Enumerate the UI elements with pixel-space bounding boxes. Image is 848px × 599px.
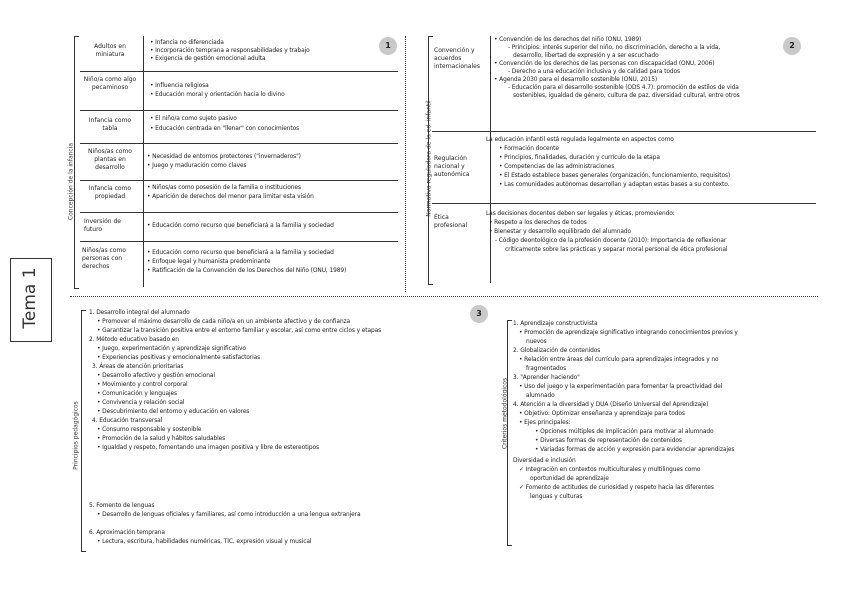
- section-badge-3: 3: [470, 305, 488, 323]
- s1-row-item: • Educación como recurso que beneficiará a la familia y sociedad: [147, 223, 334, 229]
- s3-item: 5. Fomento de lenguas: [89, 503, 155, 509]
- s1-row-separator: [80, 212, 398, 213]
- s3-item: • Descubrimiento del entorno y educación en valores: [97, 409, 250, 415]
- s2-row-item: - Derecho a una educación inclusiva y de calidad para todos: [508, 69, 680, 75]
- s2-row-item: críticamente sobre las prácticas y separar moral personal de ética profesional: [505, 247, 728, 253]
- s3-item: • Promover el máximo desarrollo de cada niño/a en un ambiente afectivo y de confianza: [97, 319, 351, 325]
- s1-row-separator: [80, 110, 398, 111]
- s1-row-separator: [80, 71, 398, 72]
- s2-row-item: • Competencias de las administraciones: [499, 164, 615, 170]
- s3-item: • Desarrollo afectivo y gestión emocional: [97, 373, 215, 379]
- s3-item: • Igualdad y respeto, fomentando una imagen positiva y libre de estereotipos: [97, 445, 319, 451]
- s4-item: 1. Aprendizaje constructivista: [513, 321, 598, 327]
- s1-row-item: • Educación centrada en "llenar" con conocimientos: [150, 126, 300, 132]
- s4-item: • Diversas formas de representación de contenidos: [535, 438, 682, 444]
- s1-row-item: • Exigencia de gestión emocional adulta: [150, 56, 266, 62]
- s1-row-item: • Aparición de derechos del menor para limitar esta visión: [147, 194, 314, 200]
- s2-row-item: - Educación para el desarrollo sostenible (ODS 4.7): promoción de estilos de vida: [508, 85, 739, 91]
- divider-vertical-top: [405, 36, 406, 292]
- s2-row-item: • Las comunidades autónomas desarrollan y adaptan estas bases a su contexto.: [499, 182, 730, 188]
- s4-item: • Variadas formas de acción y expresión para evidenciar aprendizajes: [535, 447, 735, 453]
- s3-item: • Juego, experimentación y aprendizaje significativo: [97, 346, 246, 352]
- section-badge-1: 1: [379, 37, 397, 55]
- section-4-label: Criterios metodológicos: [501, 377, 509, 450]
- s3-item: • Comunicación y lenguajes: [97, 391, 178, 397]
- s2-row-separator: [432, 131, 816, 132]
- s4-item: • Promoción de aprendizaje significativo integrando conocimientos previos y: [519, 330, 738, 336]
- s1-row-label: Infancia como propiedad: [88, 185, 132, 200]
- s1-row-label: Niño/a como algo pecaminoso: [83, 76, 137, 91]
- s4-item: 4. Atención a la diversidad y DUA (Diseño Universal del Aprendizaje): [513, 402, 709, 408]
- s4-item: • Relación entre áreas del currículo para aprendizajes integrados y no: [519, 357, 719, 363]
- s4-item: • Ejes principales:: [519, 420, 571, 426]
- s1-row-item: • Enfoque legal y humanista predominante: [147, 259, 271, 265]
- s4-item: • Objetivo: Optimizar enseñanza y aprendizaje para todos: [519, 411, 685, 417]
- s1-row-item: • Educación moral y orientación hacia lo divino: [150, 92, 285, 98]
- s3-item: • Garantizar la transición positiva entre el entorno familiar y escolar, así como entre ciclos y etapas: [97, 328, 382, 334]
- s3-item: 2. Método educativo basado en: [89, 337, 179, 343]
- s1-row-label: Niños/as como personas con derechos: [82, 247, 126, 270]
- s1-row-separator: [80, 241, 398, 242]
- s4-item: fragmentados: [526, 366, 567, 372]
- s2-row-item: desarrollo, libertad de expresión y a ser escuchado: [513, 53, 659, 59]
- s4-item: nuevos: [526, 339, 547, 345]
- s4-item: • Opciones múltiples de implicación para motivar al alumnado: [535, 429, 714, 435]
- s1-row-item: • Necesidad de entornos protectores ("invernaderos"): [147, 154, 301, 160]
- s1-row-label: Infancia como tabla: [88, 117, 132, 132]
- s2-row-label: Ética profesional: [434, 214, 468, 229]
- s3-item: • Experiencias positivas y emocionalmente satisfactorias: [97, 355, 261, 361]
- s1-row-item: • Niños/as como posesión de la familia o instituciones: [147, 185, 301, 191]
- s4-item: Diversidad e inclusión: [513, 458, 576, 464]
- s1-row-label: Inversión de futuro: [84, 218, 121, 233]
- s1-row-item: • Educación como recurso que beneficiará a la familia y sociedad: [147, 250, 334, 256]
- s1-row-item: • Juego y maduración como claves: [147, 163, 247, 169]
- s4-item: ✓ Integración en contextos multiculturales y multilingues como: [519, 467, 701, 473]
- section-1-bracket: [74, 36, 79, 289]
- s2-row-item: • El Estado establece bases generales (organización, funcionamiento, requisitos): [499, 173, 731, 179]
- section-2-bracket: [425, 36, 433, 285]
- s4-item: 3. "Aprender haciendo": [513, 375, 580, 381]
- s3-item: • Movimiento y control corporal: [97, 382, 188, 388]
- s2-row-item: La educación infantil está regulada legalmente en aspectos como: [486, 137, 674, 143]
- s2-row-item: • Bienestar y desarrollo equilibrado del alumnado: [489, 229, 632, 235]
- s1-row-separator: [80, 143, 398, 144]
- s4-item: 2. Globalización de contenidos: [513, 348, 601, 354]
- s1-row-item: • Infancia no diferenciada: [150, 40, 224, 46]
- section-3-bracket: [81, 310, 86, 552]
- s3-item: • Desarrollo de lenguas oficiales y familiares, así como introducción a una lengua extranjera: [97, 512, 361, 518]
- s2-row-label: Regulación nacional y autonómica: [434, 155, 470, 178]
- section-badge-2: 2: [783, 37, 801, 55]
- s1-row-label: Adultos en miniatura: [94, 43, 126, 58]
- s3-item: • Consumo responsable y sostenible: [97, 427, 202, 433]
- s1-row-label: Niños/as como plantas en desarrollo: [88, 148, 132, 171]
- s2-row-item: • Formación docente: [499, 146, 559, 152]
- s4-item: • Uso del juego y la experimentación para fomentar la proactividad del: [519, 384, 723, 390]
- s3-item: 6. Aproximación temprana: [89, 530, 165, 536]
- s3-item: 4. Educación transversal: [92, 418, 163, 424]
- s2-row-item: • Agenda 2030 para el desarrollo sostenible (ONU, 2015): [494, 77, 658, 83]
- s1-row-item: • Ratificación de la Convención de los Derechos del Niño (ONU, 1989): [147, 268, 347, 274]
- s3-item: 3. Áreas de atención prioritarias: [92, 364, 184, 370]
- s2-row-item: Las decisiones docentes deben ser legales y éticas, promoviendo:: [486, 211, 675, 217]
- section-3-label: Principios pedagógicos: [72, 401, 80, 470]
- s1-row-item: • El niño/a como sujeto pasivo: [150, 116, 237, 122]
- s2-row-separator: [432, 203, 816, 204]
- s4-item: ✓ Fomento de actitudes de curiosidad y respeto hacia las diferentes: [519, 485, 714, 491]
- s4-item: alumnado: [526, 393, 555, 399]
- divider-horizontal: [70, 296, 818, 297]
- section-4-bracket: [507, 320, 512, 546]
- s2-row-item: - Principios: interés superior del niño, no discriminación, derecho a la vida,: [508, 45, 721, 51]
- s2-row-item: • Principios, finalidades, duración y currículo de la etapa: [499, 155, 660, 161]
- page-title: Tema 1: [20, 267, 40, 329]
- section-1-column-line: [143, 36, 144, 287]
- section-2-label: Normativa reguladora de la ed. infantil: [425, 100, 433, 217]
- s3-item: • Promoción de la salud y hábitos saludables: [97, 436, 226, 442]
- s2-row-item: • Respeto a los derechos de todos: [489, 220, 587, 226]
- section-2-column-line: [490, 36, 491, 283]
- s2-row-label: Convención y acuerdos internacionales: [434, 47, 480, 70]
- s4-item: lenguas y culturas: [530, 494, 583, 500]
- s3-item: • Lectura, escritura, habilidades numéricas, TIC, expresión visual y musical: [97, 539, 312, 545]
- s1-row-item: • Incorporación temprana a responsabilidades y trabajo: [150, 48, 310, 54]
- s2-row-item: - Código deontológico de la profesión docente (2010): Importancia de reflexionar: [495, 238, 727, 244]
- s1-row-separator: [80, 180, 398, 181]
- s4-item: oportunidad de aprendizaje: [530, 476, 609, 482]
- s2-row-item: • Convención de los derechos del niño (ONU, 1989): [494, 37, 642, 43]
- s1-row-item: • Influencia religiosa: [150, 83, 209, 89]
- s2-row-item: sostenibles, igualdad de género, cultura de paz, diversidad cultural, entre otros: [513, 93, 740, 99]
- s3-item: • Convivencia y relación social: [97, 400, 185, 406]
- s2-row-item: • Convención de los derechos de las personas con discapacidad (ONU, 2006): [494, 61, 715, 67]
- s3-item: 1. Desarrollo integral del alumnado: [89, 310, 190, 316]
- section-1-label: Concepción de la infancia: [67, 142, 75, 221]
